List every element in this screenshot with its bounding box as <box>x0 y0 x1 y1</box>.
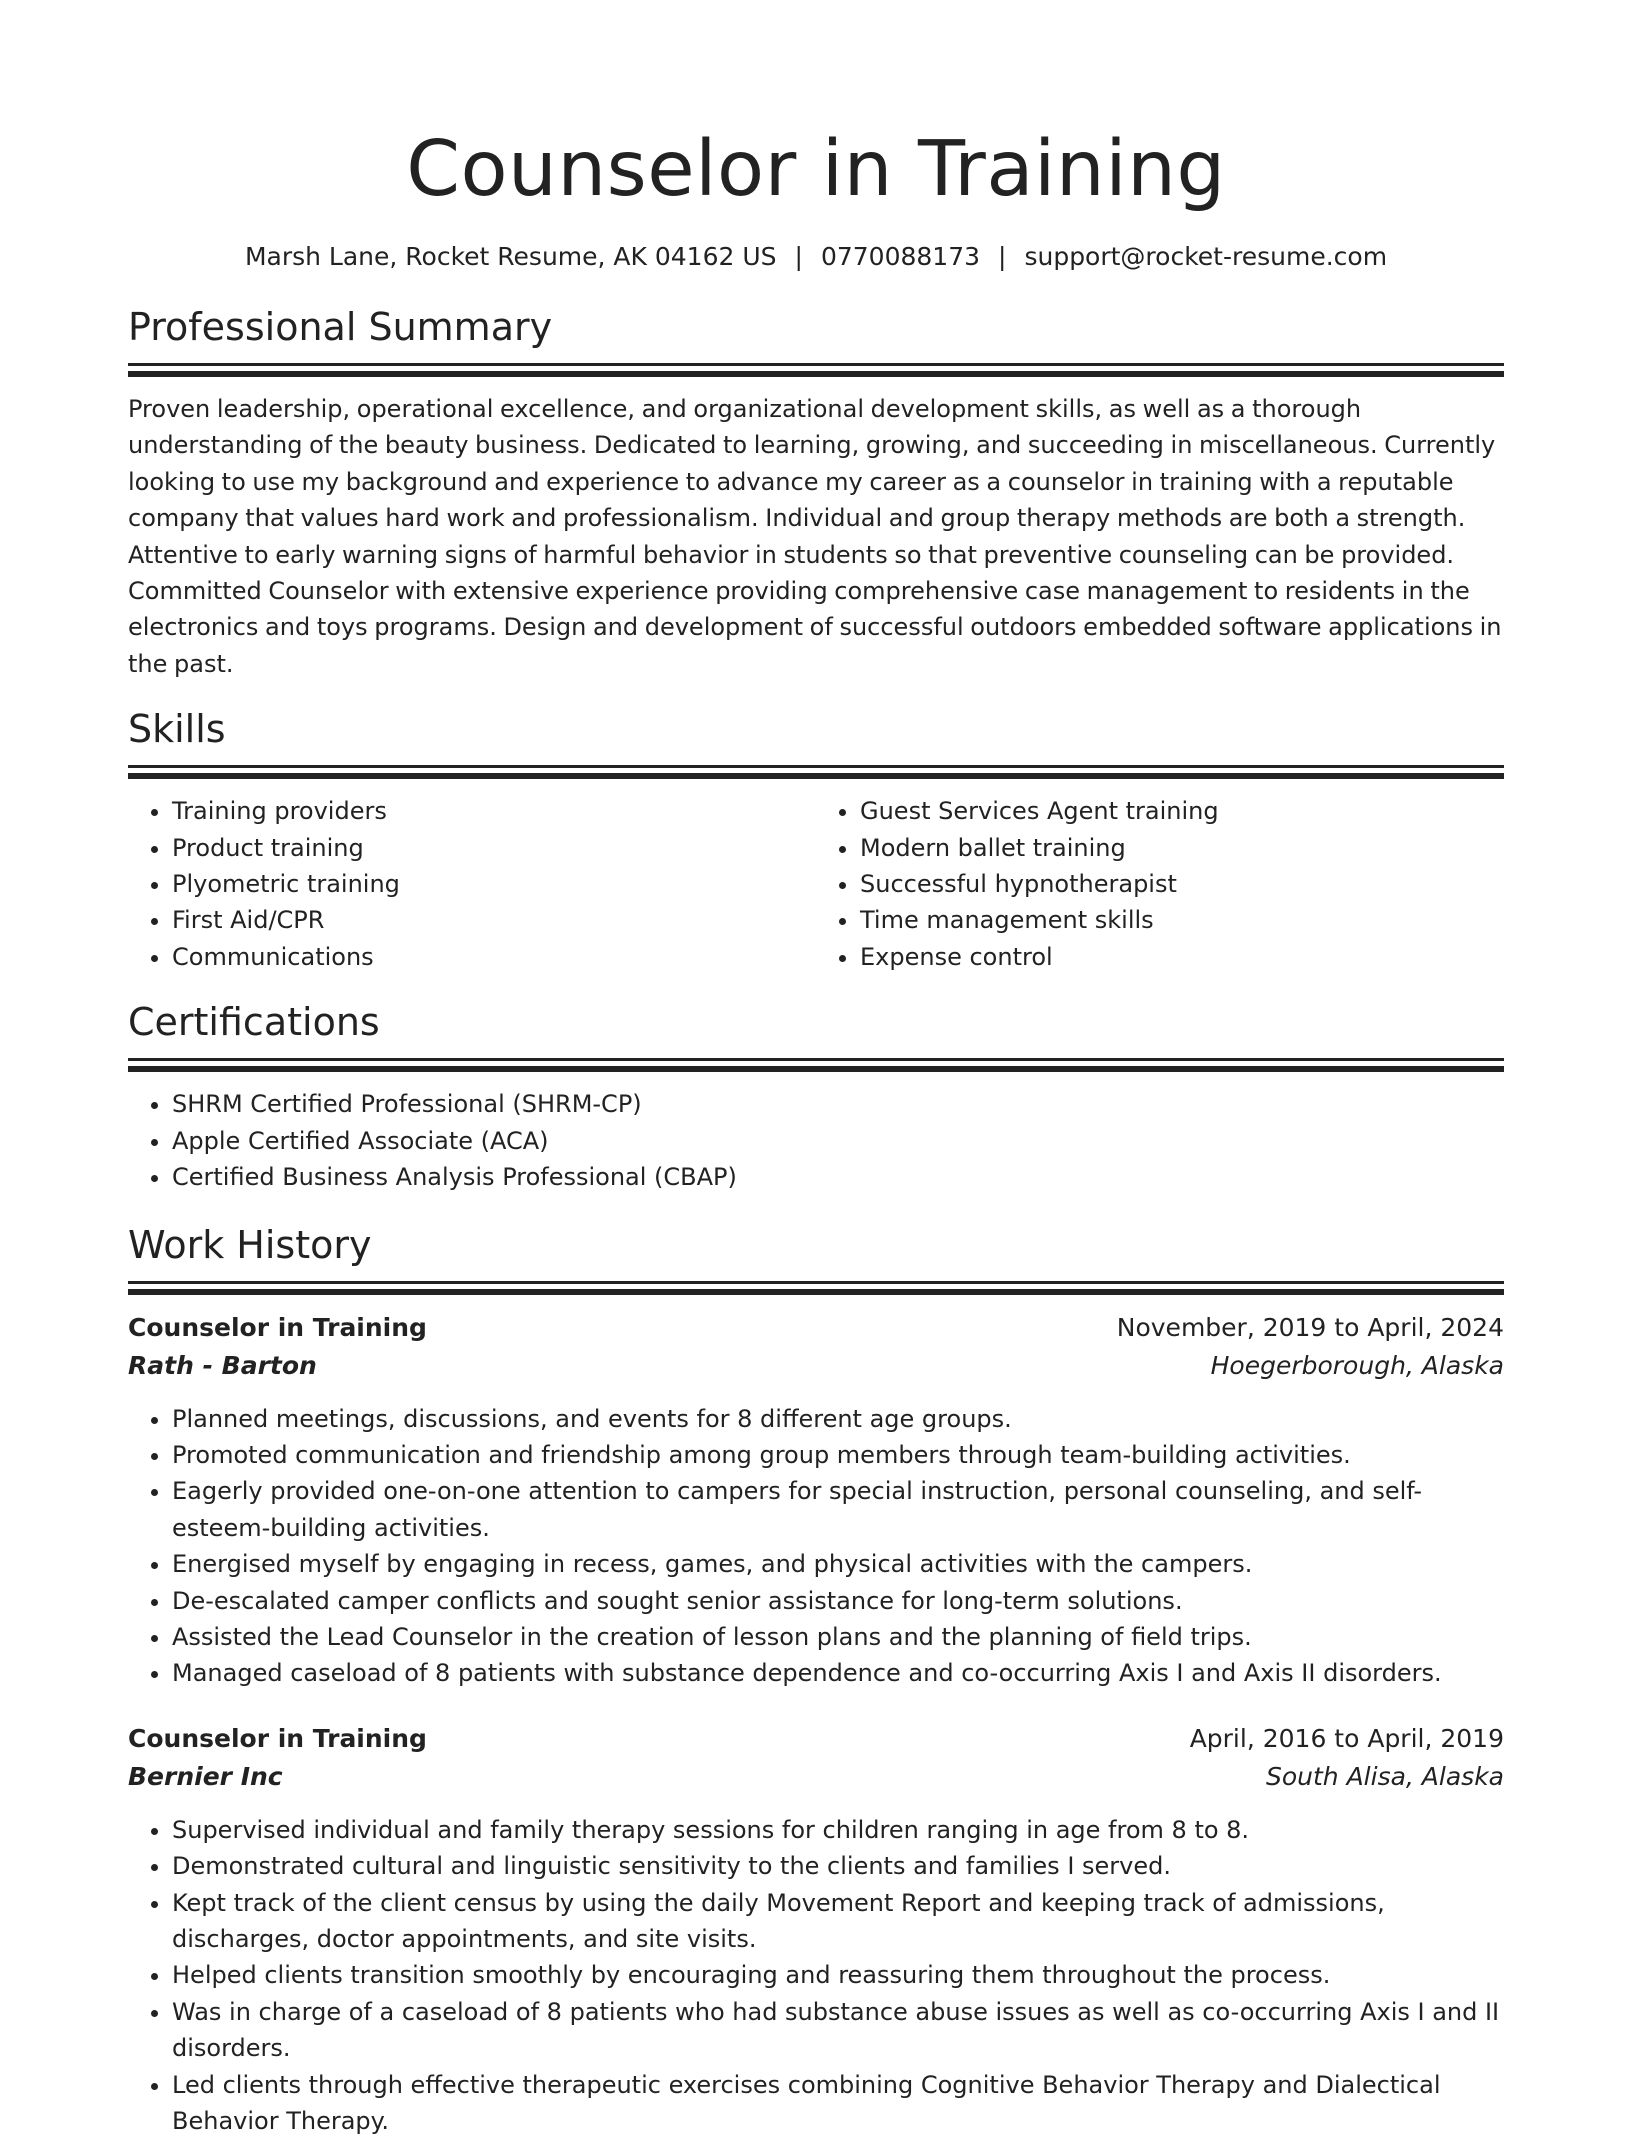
certifications-section <box>128 997 1504 1195</box>
section-divider <box>128 765 1504 768</box>
section-divider <box>128 363 1504 366</box>
skills-list-left <box>128 793 816 975</box>
certifications-list <box>128 1086 1504 1195</box>
section-divider <box>128 1066 1504 1072</box>
skill-item: • Communications <box>172 939 816 975</box>
skills-grid <box>128 779 1504 975</box>
job-bullet: • Managed caseload of 8 patients with substance dependence and co-occurring Axis I and Axis II disorders. <box>172 1655 1504 1691</box>
contact-separator: | <box>998 242 1006 271</box>
skill-item: • Guest Services Agent training <box>860 793 1504 829</box>
work-history-section <box>128 1220 1504 2139</box>
job-bullet: • De-escalated camper conflicts and sought senior assistance for long-term solutions. <box>172 1583 1504 1619</box>
section-divider <box>128 1058 1504 1061</box>
skill-item: • Plyometric training <box>172 866 816 902</box>
certification-item: • SHRM Certified Professional (SHRM-CP) <box>172 1086 1504 1122</box>
skill-item: • Time management skills <box>860 902 1504 938</box>
section-heading-work-history: Work History <box>128 1220 1504 1270</box>
skill-item: • Modern ballet training <box>860 830 1504 866</box>
job-bullet: • Promoted communication and friendship among group members through team-building activities. <box>172 1437 1504 1473</box>
job-bullets <box>128 1401 1504 1692</box>
job-bullet: • Supervised individual and family therapy sessions for children ranging in age from 8 to 8. <box>172 1812 1504 1848</box>
certification-item: • Apple Certified Associate (ACA) <box>172 1123 1504 1159</box>
job-bullet: • Helped clients transition smoothly by encouraging and reassuring them throughout the process. <box>172 1957 1504 1993</box>
job-bullet: • Eagerly provided one-on-one attention to campers for special instruction, personal counseling, and self-esteem-building activities. <box>172 1473 1504 1546</box>
section-divider <box>128 1281 1504 1284</box>
job-bullet: • Demonstrated cultural and linguistic sensitivity to the clients and families I served. <box>172 1848 1504 1884</box>
job-bullet: • Was in charge of a caseload of 8 patients who had substance abuse issues as well as co-occurring Axis I and II disorders. <box>172 1994 1504 2067</box>
job-bullet: • Assisted the Lead Counselor in the creation of lesson plans and the planning of field trips. <box>172 1619 1504 1655</box>
job-company: Rath - Barton <box>128 1347 317 1385</box>
job-title: Counselor in Training <box>128 1720 427 1758</box>
contact-address: Marsh Lane, Rocket Resume, AK 04162 US <box>245 242 777 271</box>
certification-item: • Certified Business Analysis Professional (CBAP) <box>172 1159 1504 1195</box>
job-subheader <box>128 1758 1504 1796</box>
job-header <box>128 1720 1504 1758</box>
summary-text: Proven leadership, operational excellence, and organizational development skills, as well as a thorough understanding of the beauty business. Dedicated to learning, growing, and succeeding in miscellaneous. Currently looking to use my background and experience to advance my career as a counselor in training with a reputable company that values hard work and professionalism. Individual and group therapy methods are both a strength. Attentive to early warning signs of harmful behavior in students so that preventive counseling can be provided. Committed Counselor with extensive experience providing comprehensive case management to residents in the electronics and toys programs. Design and development of successful outdoors embedded software applications in the past. <box>128 391 1504 682</box>
job-title: Counselor in Training <box>128 1309 427 1347</box>
job-dates: November, 2019 to April, 2024 <box>1117 1309 1504 1347</box>
job-location: South Alisa, Alaska <box>1266 1758 1504 1796</box>
job-bullet: • Led clients through effective therapeutic exercises combining Cognitive Behavior Therapy and Dialectical Behavior Therapy. <box>172 2067 1504 2139</box>
section-heading-skills: Skills <box>128 704 1504 754</box>
skill-item: • Expense control <box>860 939 1504 975</box>
summary-section <box>128 302 1504 682</box>
skill-item: • Training providers <box>172 793 816 829</box>
job-company: Bernier Inc <box>128 1758 283 1796</box>
job-entry <box>128 1309 1504 1692</box>
job-location: Hoegerborough, Alaska <box>1211 1347 1504 1385</box>
job-dates: April, 2016 to April, 2019 <box>1190 1720 1504 1758</box>
contact-line <box>128 240 1504 274</box>
skill-item: • First Aid/CPR <box>172 902 816 938</box>
skills-section <box>128 704 1504 975</box>
section-divider <box>128 1289 1504 1295</box>
section-heading-summary: Professional Summary <box>128 302 1504 352</box>
job-subheader <box>128 1347 1504 1385</box>
contact-email: support@rocket-resume.com <box>1024 242 1387 271</box>
job-entry <box>128 1720 1504 2139</box>
job-bullets <box>128 1812 1504 2139</box>
job-bullet: • Planned meetings, discussions, and events for 8 different age groups. <box>172 1401 1504 1437</box>
job-bullet: • Energised myself by engaging in recess, games, and physical activities with the campers. <box>172 1546 1504 1582</box>
section-heading-certifications: Certifications <box>128 997 1504 1047</box>
skill-item: • Successful hypnotherapist <box>860 866 1504 902</box>
contact-separator: | <box>795 242 803 271</box>
resume-title: Counselor in Training <box>128 0 1504 220</box>
job-bullet: • Kept track of the client census by using the daily Movement Report and keeping track of admissions, discharges, doctor appointments, and site visits. <box>172 1885 1504 1958</box>
section-divider <box>128 371 1504 377</box>
skill-item: • Product training <box>172 830 816 866</box>
job-header <box>128 1309 1504 1347</box>
contact-phone: 0770088173 <box>821 242 980 271</box>
skills-list-right <box>816 793 1504 975</box>
